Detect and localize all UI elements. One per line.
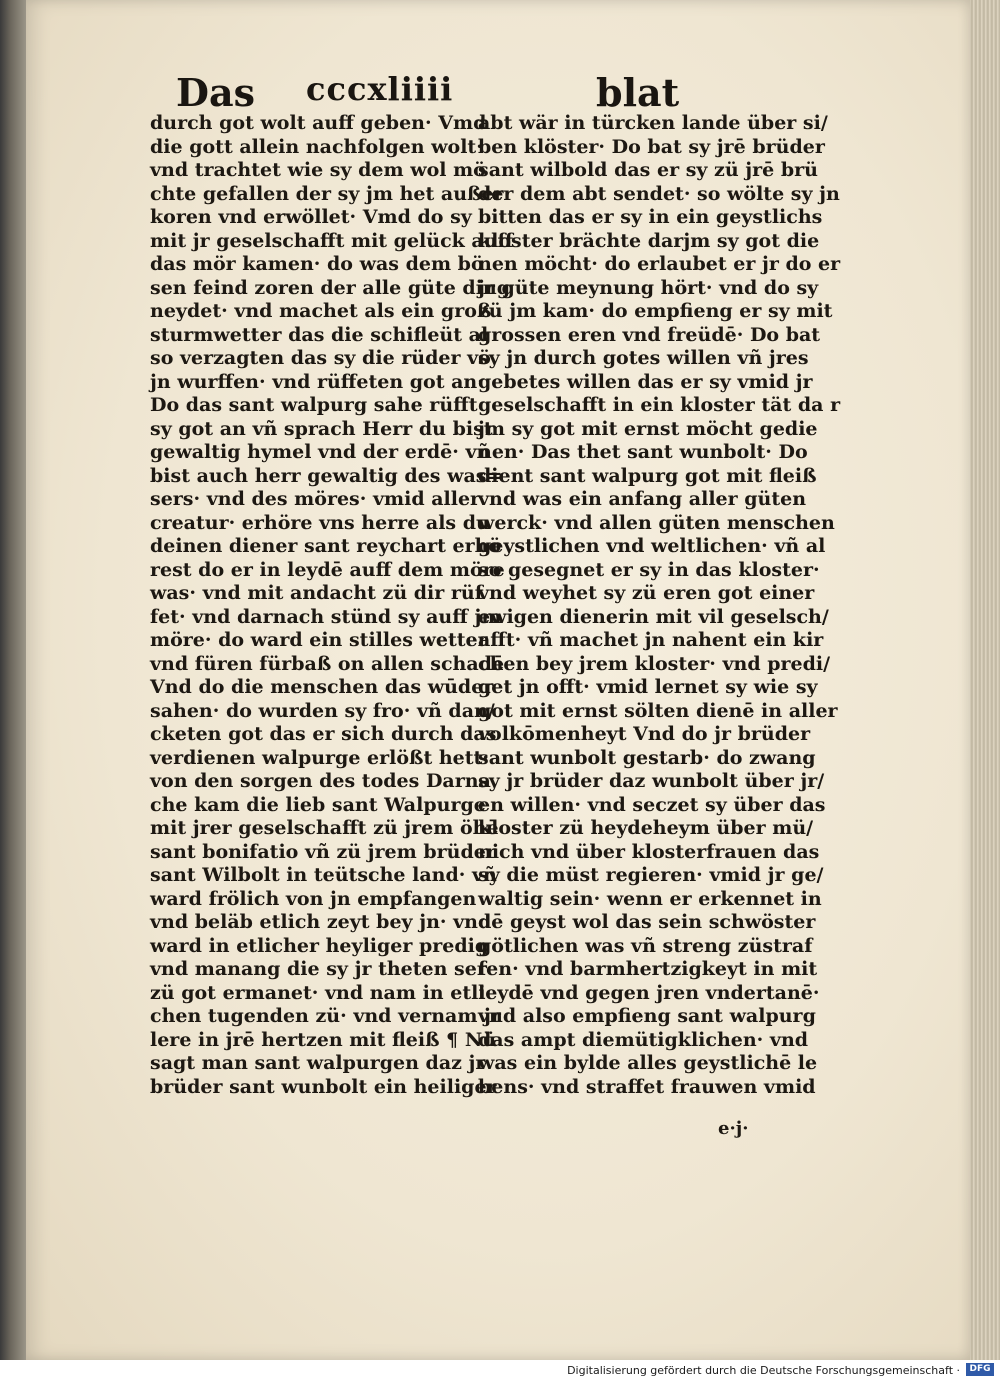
page-edges xyxy=(970,0,1000,1360)
text-line: verdienen walpurge erlößt hett· xyxy=(150,746,489,769)
text-line: vnd beläb etlich zeyt bey jn· vnd xyxy=(150,911,492,933)
text-line: so verzagten das sy die rüder vö xyxy=(150,347,491,369)
text-line: vnd füren fürbaß on allen schadē xyxy=(150,652,505,675)
text-line: dē geyst wol das sein schwöster xyxy=(478,911,816,933)
text-line: Do das sant walpurg sahe rüfft xyxy=(150,394,478,416)
text-line: nen· Das thet sant wunbolt· Do xyxy=(478,441,808,463)
text-line: grossen eren vnd freüdē· Do bat xyxy=(478,323,821,346)
text-line: sahen· do wurden sy fro· vñ dan/ xyxy=(150,699,495,722)
text-line: was· vnd mit andacht zü dir rüf xyxy=(150,582,483,604)
text-line: sant Wilbolt in teütsche land· vñ xyxy=(150,864,497,886)
text-line: fet· vnd darnach stünd sy auff jm xyxy=(150,605,502,628)
text-line: vnd manang die sy jr theten ser xyxy=(150,958,487,980)
text-line: en willen· vnd seczet sy über das xyxy=(478,793,826,816)
text-line: vnd trachtet wie sy dem wol mö xyxy=(150,159,486,181)
text-line: sers· vnd des möres· vmid aller xyxy=(150,488,481,510)
text-line: koren vnd erwöllet· Vmd do sy xyxy=(150,206,472,228)
text-line: das mör kamen· do was dem bö xyxy=(150,253,484,275)
text-line: geselschafft in ein kloster tät da r xyxy=(478,394,841,416)
text-line: das ampt diemütigklichen· vnd xyxy=(478,1028,809,1051)
text-line: nen möcht· do erlaubet er jr do er xyxy=(478,253,841,275)
text-line: sturmwetter das die schifleüt al xyxy=(150,323,489,346)
text-line: gebetes willen das er sy vmid jr xyxy=(478,370,813,393)
text-line: der dem abt sendet· so wölte sy jn xyxy=(478,182,840,205)
text-line: sy jr brüder daz wunbolt über jr/ xyxy=(478,770,825,792)
text-line: kloster zü heydeheym über mü/ xyxy=(478,817,814,839)
dfg-logo-icon: DFG xyxy=(966,1363,994,1376)
text-line: abt wär in türcken lande über si/ xyxy=(478,112,828,134)
text-line: bitten das er sy in ein geystlichs xyxy=(478,206,823,228)
text-line: jr güte meynung hört· vnd do sy xyxy=(478,276,819,299)
text-line: jn wurffen· vnd rüffeten got an· xyxy=(150,370,484,393)
text-line: ben klöster· Do bat sy jrē brüder xyxy=(478,135,825,158)
text-line: götlichen was vñ streng züstraf xyxy=(478,934,813,957)
text-line: vnd was ein anfang aller güten xyxy=(478,488,807,510)
text-line: mit jr geselschafft mit gelück auff xyxy=(150,229,514,252)
signature-mark: e·j· xyxy=(718,1118,749,1139)
text-line: mit jrer geselschafft zü jrem öhē xyxy=(150,817,499,839)
text-line: lere in jrē hertzen mit fleiß ¶ Nü xyxy=(150,1028,497,1051)
text-line: durch got wolt auff geben· Vmd xyxy=(150,112,487,134)
text-line: leydē vnd gegen jren vndertanē· xyxy=(478,981,820,1004)
text-line: die gott allein nachfolgen wolt· xyxy=(150,135,483,158)
text-line: gewaltig hymel vnd der erdē· vñ xyxy=(150,441,491,463)
header-blat: blat xyxy=(596,70,680,115)
text-line: neydet· vnd machet als ein groß xyxy=(150,300,492,322)
text-line: so gesegnet er sy in das kloster· xyxy=(478,558,820,581)
text-line: chen bey jrem kloster· vnd predi/ xyxy=(478,652,831,675)
text-line: sy got an vñ sprach Herr du bist xyxy=(150,417,493,440)
text-line: volkōmenheyt Vnd do jr brüder xyxy=(478,723,811,745)
text-line: ward in etlicher heyliger predig xyxy=(150,934,489,957)
text-line: geystlichen vnd weltlichen· vñ al xyxy=(478,535,826,557)
text-line: werck· vnd allen güten menschen xyxy=(478,511,835,534)
text-line: von den sorgen des todes Darna xyxy=(150,770,491,792)
text-line: waltig sein· wenn er erkennet in xyxy=(478,887,822,910)
text-line: ward frölich von jn empfangen xyxy=(150,887,477,910)
text-line: sagt man sant walpurgen daz jr xyxy=(150,1052,486,1074)
text-line: möre· do ward ein stilles wetter xyxy=(150,629,488,651)
text-column-right xyxy=(478,112,841,1099)
text-line: bens· vnd straffet frauwen vmid xyxy=(478,1075,816,1098)
text-line: was ein bylde alles geystlichē le xyxy=(478,1052,818,1074)
text-line: sant wilbold das er sy zü jrē brü xyxy=(478,159,818,181)
book-binding xyxy=(0,0,26,1360)
text-line: jm sy got mit ernst möcht gedie xyxy=(478,417,818,440)
text-line: rest do er in leydē auff dem möre xyxy=(150,558,505,581)
text-line: zü jm kam· do empfieng er sy mit xyxy=(478,300,833,322)
text-line: kloster brächte darjm sy got die xyxy=(478,229,820,252)
text-line: ewigen dienerin mit vil geselsch/ xyxy=(478,605,829,628)
text-column-left xyxy=(150,112,514,1099)
text-line: chen tugenden zü· vnd vernam jr xyxy=(150,1005,501,1027)
text-line: get jn offt· vmid lernet sy wie sy xyxy=(478,676,818,698)
text-line: sen feind zoren der alle güte ding xyxy=(150,276,511,299)
text-line: nich vnd über klosterfrauen das xyxy=(478,840,820,863)
text-line: vnd weyhet sy zü eren got einer xyxy=(478,582,815,604)
text-line: sy jn durch gotes willen vñ jres xyxy=(478,347,809,369)
text-line: Vnd do die menschen das wūder xyxy=(150,676,494,698)
text-line: brüder sant wunbolt ein heiliger xyxy=(150,1075,497,1098)
header-das: Das xyxy=(176,70,255,115)
text-line: cketen got das er sich durch das xyxy=(150,723,497,745)
text-line: vnd also empfieng sant walpurg xyxy=(478,1005,816,1027)
text-line: got mit ernst sölten dienē in aller xyxy=(478,699,838,722)
text-line: afft· vñ machet jn nahent ein kir xyxy=(478,629,824,651)
text-line: che kam die lieb sant Walpurge xyxy=(150,793,486,816)
text-line: fen· vnd barmhertzigkeyt in mit xyxy=(478,958,818,980)
text-line: zü got ermanet· vnd nam in etli xyxy=(150,981,486,1004)
header-folio-number: cccxliiii xyxy=(306,70,454,108)
funding-credit: Digitalisierung gefördert durch die Deutsche Forschungsgemeinschaft · xyxy=(567,1364,960,1377)
text-line: deinen diener sant reychart erhö xyxy=(150,535,502,557)
text-line: creatur· erhöre vns herre als du xyxy=(150,511,490,534)
text-line: sy die müst regieren· vmid jr ge/ xyxy=(478,864,824,886)
text-line: chte gefallen der sy jm het außer xyxy=(150,182,504,205)
text-line: sant bonifatio vñ zü jrem brüder xyxy=(150,840,496,863)
text-line: dient sant walpurg got mit fleiß xyxy=(478,464,817,487)
text-line: bist auch herr gewaltig des was= xyxy=(150,464,503,487)
text-line: sant wunbolt gestarb· do zwang xyxy=(478,746,816,769)
